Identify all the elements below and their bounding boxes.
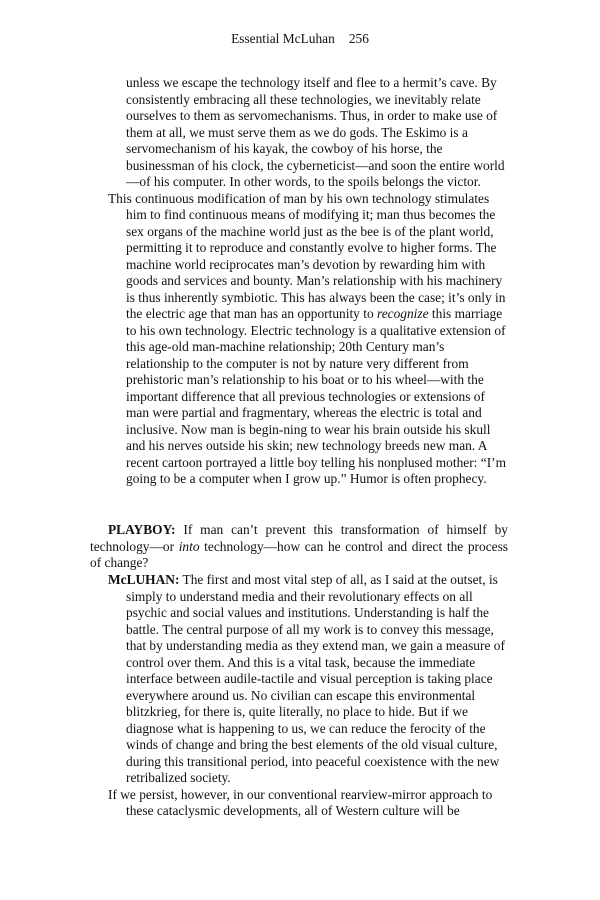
emphasis-into: into [178,538,200,554]
page-number: 256 [348,31,369,46]
running-head [0,31,600,47]
paragraph-symbiosis-before: This continuous modification of man by his own technology stimulates him to find continuous means of modifying it; man thus becomes the sex organs of the machine world just as the bee is of the plant world, permitting it to reproduce and constantly evolve to higher forms. The machine world reciprocates man’s devotion by rewarding him with goods and services and bounty. Man’s relationship with his machinery is thus inherently symbiotic. This has always been the case; it’s only in the electric age that man has an opportunity to [108,190,506,321]
question-before: If man can’t prevent this transformation of himself by technology—or [90,522,508,554]
question-after: technology—how can he control and direct the process of change? [90,538,508,570]
paragraph-rearview: If we persist, however, in our conventional rearview-mirror approach to these cataclysmic developments, all of Western culture will be [108,786,493,818]
paragraph-symbiosis-after: this marriage to his own technology. Electric technology is a qualitative extension of this age-old man-machine relationship; 20th Century man’s relationship to the computer is not by nature very different from prehistoric man’s relationship to his boat or to his wheel—with the important difference that all previous technologies or extensions of man were partial and fragmentary, whereas the electric is total and inclusive. Now man is begin-ning to wear his brain outside his skull and his nerves outside his skin; new technology breeds new man. A recent cartoon portrayed a little boy telling his nonplused mother: “I’m going to be a computer when I grow up.” Humor is often prophecy. [126,306,507,486]
paragraph-symbiosis [108,191,508,488]
interview-question [90,522,508,572]
speaker-playboy: PLAYBOY: [108,522,176,537]
book-title: Essential McLuhan [231,31,335,46]
speaker-mcluhan: McLUHAN: [108,572,180,587]
emphasis-recognize: recognize [377,306,429,321]
body-text-upper [108,75,508,488]
answer-text: The first and most vital step of all, as I said at the outset, is simply to understand media and their revolutionary effects on all psychic and social values and institutions. Understanding is half the battle. The central purpose of all my work is to convey this message, that by understanding media as they extend man, we gain a measure of control over them. And this is a vital task, because the immediate interface between audile-tactile and visual perception is taking place everywhere around us. No civilian can escape this environmental blitzkrieg, for there is, quite literally, no place to hide. But if we diagnose what is happening to us, we can reduce the ferocity of the winds of change and bring the best elements of the old visual culture, during this transitional period, into peaceful coexistence with the new retribalized society. [126,572,505,785]
interview-answer [108,572,508,787]
body-text-lower [108,572,508,820]
paragraph-continued: unless we escape the technology itself and flee to a hermit’s cave. By consistently embracing all these technologies, we inevitably relate ourselves to them as servomechanisms. Thus, in order to make use of them at all, we must serve them as we do gods. The Eskimo is a servomechanism of his kayak, the cowboy of his horse, the businessman of his clock, the cyberneticist—and soon the entire world—of his computer. In other words, to the spoils belongs the victor. [126,75,505,189]
